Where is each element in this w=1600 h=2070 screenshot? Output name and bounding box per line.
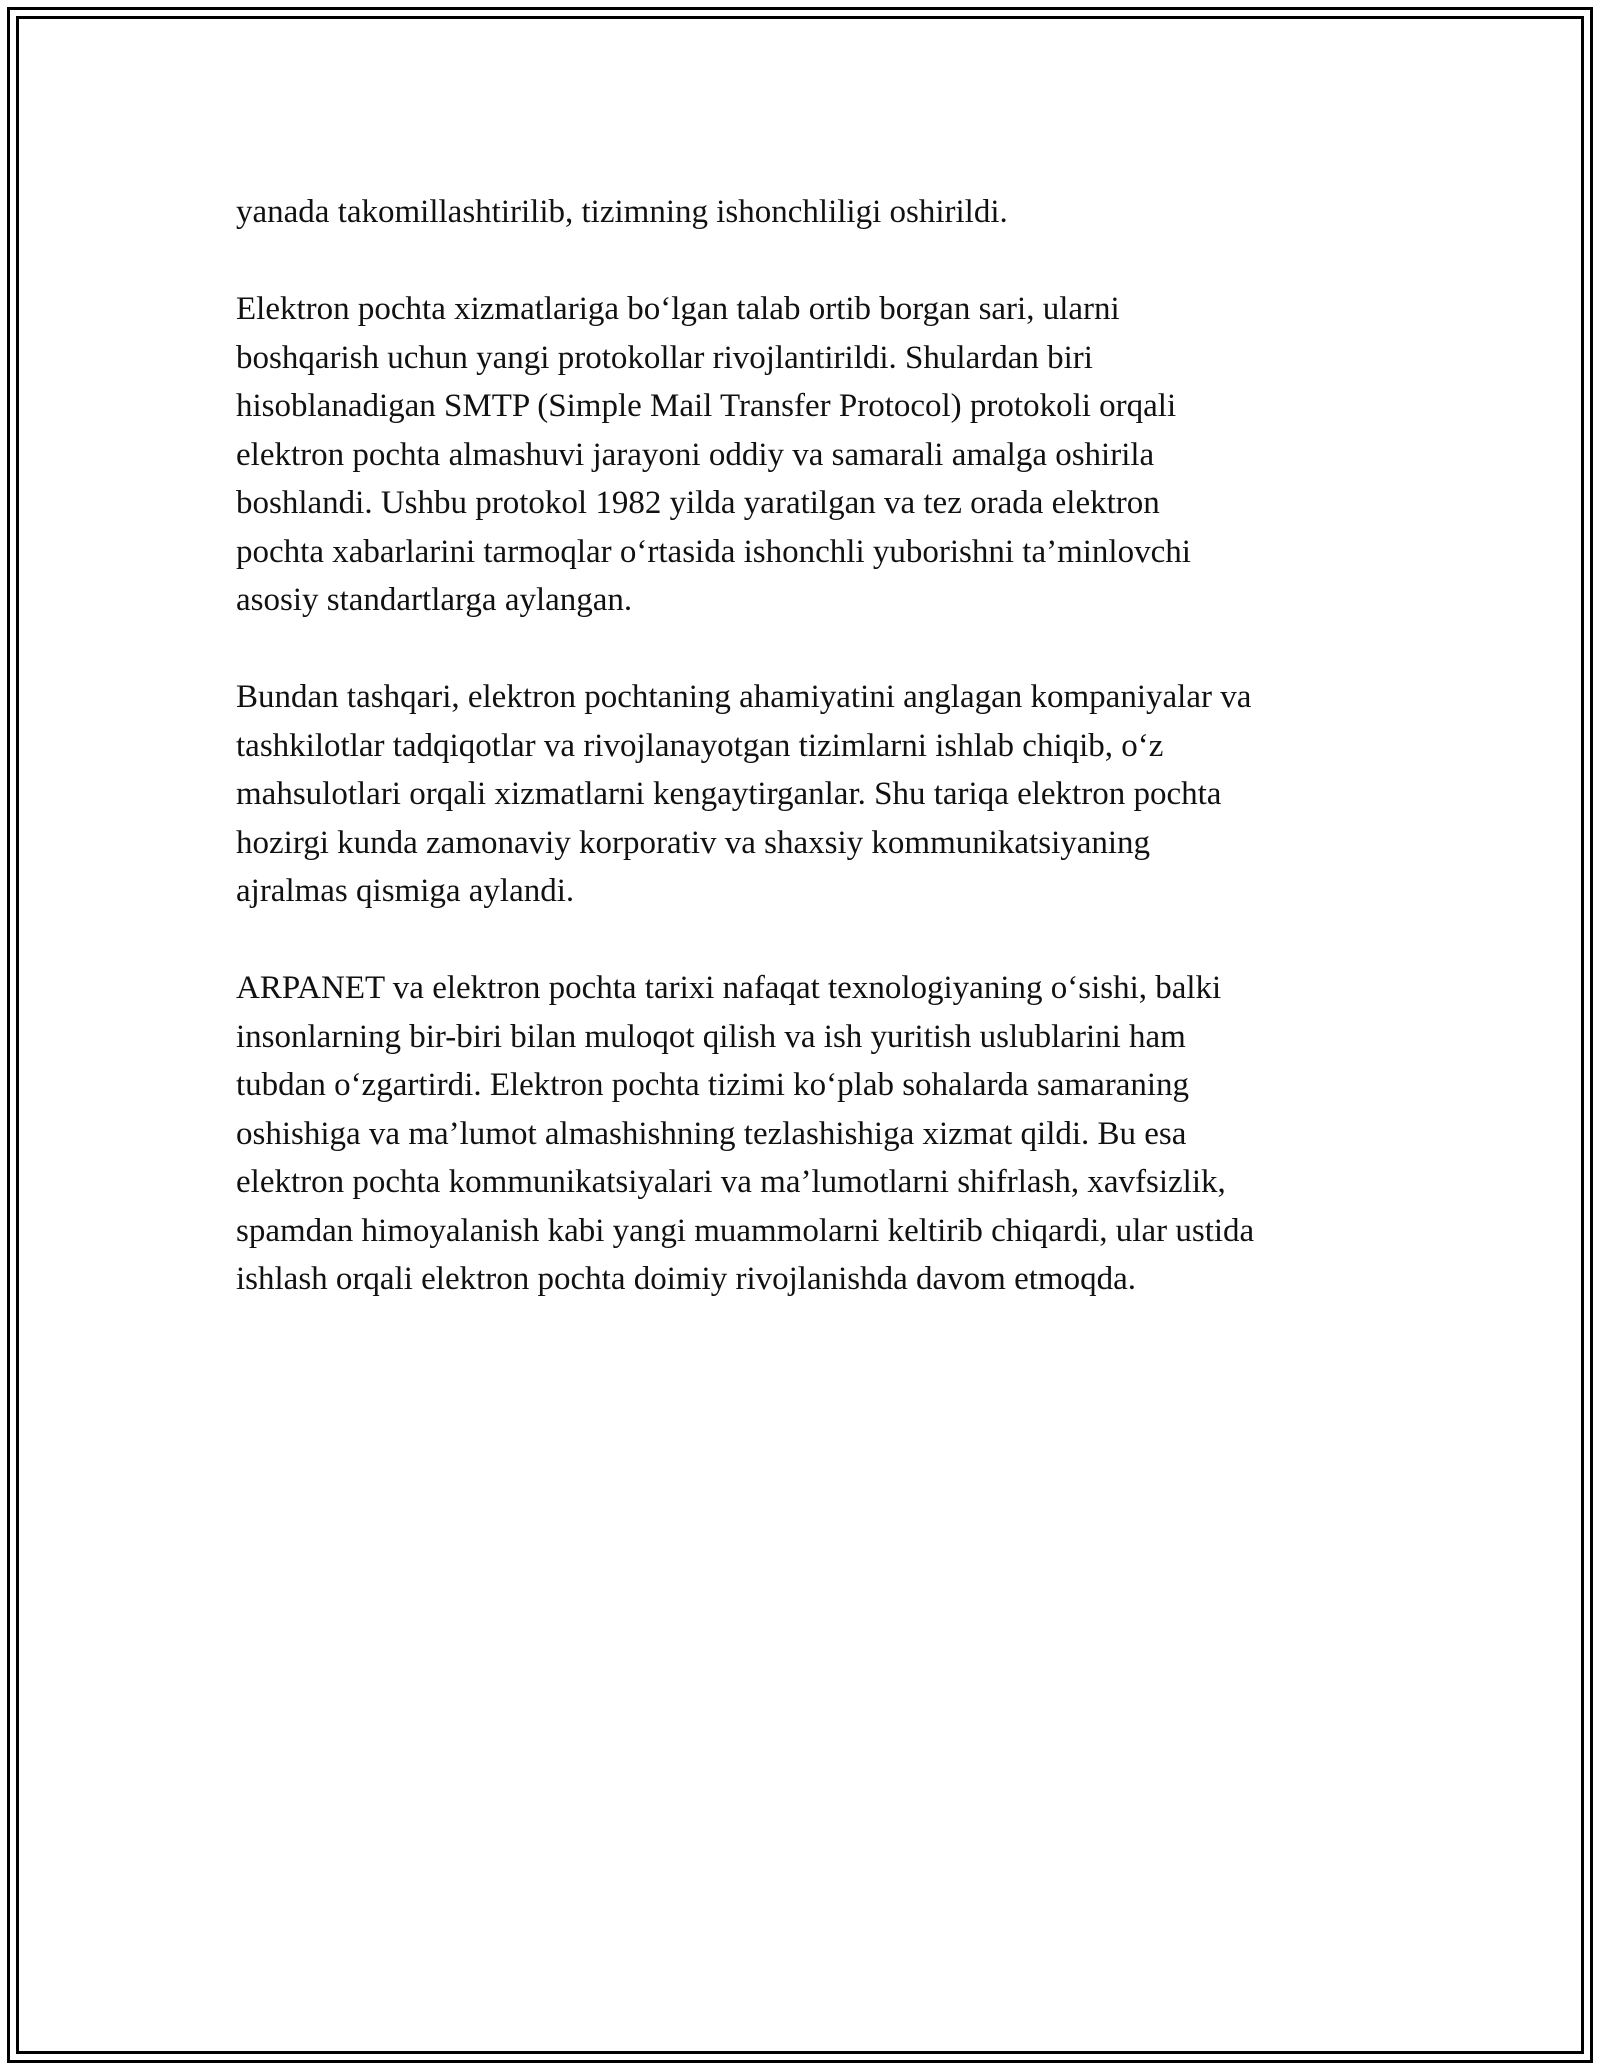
text-line: hozirgi kunda zamonaviy korporativ va shaxsiy kommunikatsiyaning xyxy=(236,824,1151,861)
paragraph-4 xyxy=(236,964,1386,1304)
text-line: elektron pochta almashuvi jarayoni oddiy va samarali amalga oshirila xyxy=(236,436,1155,473)
paragraph-2 xyxy=(236,285,1386,625)
text-line: boshlandi. Ushbu protokol 1982 yilda yaratilgan va tez orada elektron xyxy=(236,485,1160,521)
text-line: oshishiga va ma’lumot almashishning tezlashishiga xizmat qildi. Bu esa xyxy=(236,1115,1187,1152)
paragraph-1 xyxy=(236,188,1386,237)
text-line: tubdan o‘zgartirdi. Elektron pochta tizimi ko‘plab sohalarda samaraning xyxy=(236,1067,1190,1103)
text-line: tashkilotlar tadqiqotlar va rivojlanayotgan tizimlarni ishlab chiqib, o‘z xyxy=(236,727,1164,764)
text-line: ajralmas qismiga aylandi. xyxy=(236,873,575,909)
text-line: yanada takomillashtirilib, tizimning ishonchliligi oshirildi. xyxy=(236,194,1008,230)
text-line: mahsulotlari orqali xizmatlarni kengaytirganlar. Shu tariqa elektron pochta xyxy=(236,776,1222,812)
paragraph-3 xyxy=(236,673,1386,916)
text-line: elektron pochta kommunikatsiyalari va ma’lumotlarni shifrlash, xavfsizlik, xyxy=(236,1164,1226,1200)
text-line: spamdan himoyalanish kabi yangi muammolarni keltirib chiqardi, ular ustida xyxy=(236,1212,1255,1249)
text-line: ARPANET va elektron pochta tarixi nafaqat texnologiyaning o‘sishi, balki xyxy=(236,970,1222,1006)
text-line: asosiy standartlarga aylangan. xyxy=(236,582,633,618)
text-line: boshqarish uchun yangi protokollar rivojlantirildi. Shulardan biri xyxy=(236,339,1093,376)
text-line: hisoblanadigan SMTP (Simple Mail Transfer Protocol) protokoli orqali xyxy=(236,388,1177,424)
text-line: ishlash orqali elektron pochta doimiy rivojlanishda davom etmoqda. xyxy=(236,1261,1136,1297)
document-body xyxy=(236,188,1386,1304)
text-line: insonlarning bir-biri bilan muloqot qilish va ish yuritish uslublarini ham xyxy=(236,1018,1186,1055)
text-line: pochta xabarlarini tarmoqlar o‘rtasida ishonchli yuborishni ta’minlovchi xyxy=(236,533,1191,570)
text-line: Elektron pochta xizmatlariga bo‘lgan talab ortib borgan sari, ularni xyxy=(236,291,1120,327)
text-line: Bundan tashqari, elektron pochtaning ahamiyatini anglagan kompaniyalar va xyxy=(236,679,1252,715)
